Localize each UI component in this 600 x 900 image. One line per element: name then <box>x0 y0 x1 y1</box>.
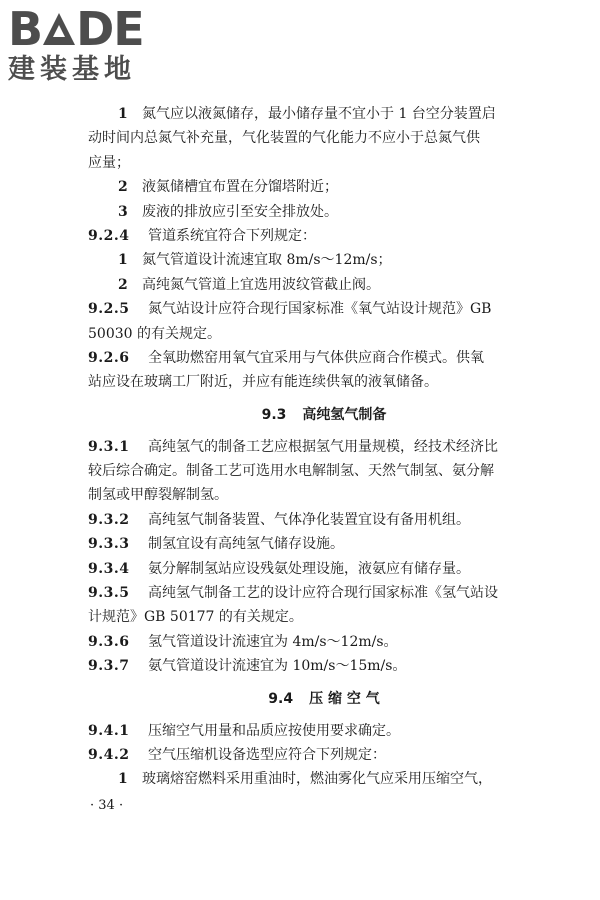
list-item-line <box>88 175 560 199</box>
line-text: 高纯氢气制备装置、气体净化装置宜设有备用机组。 <box>148 511 470 528</box>
section-number: 9.4 <box>268 690 294 707</box>
list-item-line <box>88 273 560 297</box>
item-number: 1 <box>118 106 128 122</box>
line-text: 高纯氮气管道上宜选用波纹管截止阀。 <box>142 276 380 293</box>
logo-wordmark <box>8 4 178 54</box>
clause-line <box>88 557 560 581</box>
clause-line <box>88 224 560 248</box>
line-text: 氨分解制氢站应设残氨处理设施，液氨应有储存量。 <box>148 560 470 577</box>
item-number: 2 <box>118 276 128 293</box>
line-text: 氮气站设计应符合现行国家标准《氧气站设计规范》GB <box>148 301 492 318</box>
item-number: 2 <box>118 179 128 196</box>
clause-number: 9.4.2 <box>88 746 130 763</box>
continuation-line <box>88 322 560 346</box>
clause-number: 9.2.4 <box>88 227 130 244</box>
line-text: 氨气管道设计流速宜为 10m/s～15m/s。 <box>148 658 407 675</box>
clause-line <box>88 508 560 532</box>
section-heading <box>88 395 560 435</box>
continuation-line <box>88 605 560 629</box>
clause-line <box>88 743 560 767</box>
line-text: 制氢宜设有高纯氢气储存设施。 <box>148 536 344 553</box>
line-text: 空气压缩机设备选型应符合下列规定： <box>148 746 386 763</box>
clause-number: 9.3.5 <box>88 585 130 602</box>
line-text: 高纯氢气制备工艺的设计应符合现行国家标准《氢气站设 <box>148 585 498 602</box>
item-number: 1 <box>118 771 128 788</box>
clause-number: 9.3.6 <box>88 633 130 650</box>
clause-line <box>88 435 560 459</box>
clause-number: 9.3.2 <box>88 511 130 528</box>
section-title: 高纯氢气制备 <box>302 406 387 423</box>
list-item-line <box>88 767 560 791</box>
logo-a-triangle-icon <box>43 13 75 45</box>
clause-line <box>88 297 560 321</box>
item-number: 1 <box>118 252 128 269</box>
clause-number: 9.3.7 <box>88 658 130 675</box>
clause-number: 9.3.3 <box>88 536 130 553</box>
clause-number: 9.4.1 <box>88 722 130 739</box>
line-text: 50030 的有关规定。 <box>88 325 221 342</box>
clause-line <box>88 630 560 654</box>
line-text: 全氧助燃窑用氧气宜采用与气体供应商合作模式。供氧 <box>148 349 484 366</box>
logo-letters-de: DE <box>76 2 144 56</box>
continuation-line <box>88 370 560 394</box>
line-text: 废液的排放应引至安全排放处。 <box>142 203 338 220</box>
line-text: 压缩空气用量和品质应按使用要求确定。 <box>148 722 400 739</box>
clause-number: 9.3.4 <box>88 560 130 577</box>
clause-line <box>88 532 560 556</box>
section-number: 9.3 <box>261 406 287 423</box>
clause-line <box>88 719 560 743</box>
bade-logo <box>8 4 178 88</box>
continuation-line <box>88 126 560 150</box>
document-body <box>88 102 560 792</box>
page-number: · 34 · <box>90 798 124 813</box>
line-text: 站应设在玻璃工厂附近，并应有能连续供氧的液氧储备。 <box>88 374 438 391</box>
list-item-line <box>88 102 560 126</box>
line-text: 制氢或甲醇裂解制氢。 <box>88 487 228 504</box>
clause-number: 9.2.6 <box>88 349 130 366</box>
line-text: 高纯氢气的制备工艺应根据氢气用量规模，经技术经济比 <box>148 438 498 455</box>
clause-line <box>88 654 560 678</box>
line-text: 动时间内总氮气补充量，气化装置的气化能力不应小于总氮气供 <box>88 130 480 147</box>
section-title: 压 缩 空 气 <box>309 690 380 707</box>
clause-number: 9.3.1 <box>88 438 130 455</box>
line-text: 氮气管道设计流速宜取 8m/s～12m/s； <box>142 252 392 269</box>
line-text: 应量； <box>88 154 130 171</box>
line-text: 计规范》GB 50177 的有关规定。 <box>88 609 303 626</box>
continuation-line <box>88 151 560 175</box>
list-item-line <box>88 200 560 224</box>
clause-number: 9.2.5 <box>88 301 130 318</box>
line-text: 玻璃熔窑燃料采用重油时，燃油雾化气应采用压缩空气， <box>142 771 492 788</box>
clause-line <box>88 346 560 370</box>
logo-letter-b: B <box>8 2 43 56</box>
section-heading <box>88 679 560 719</box>
line-text: 氮气应以液氮储存，最小储存量不宜小于 1 台空分装置启 <box>142 106 496 122</box>
continuation-line <box>88 459 560 483</box>
continuation-line <box>88 483 560 507</box>
line-text: 较后综合确定。制备工艺可选用水电解制氢、天然气制氢、氨分解 <box>88 463 494 480</box>
line-text: 管道系统宜符合下列规定： <box>148 227 316 244</box>
item-number: 3 <box>118 203 128 220</box>
clause-line <box>88 581 560 605</box>
logo-subtitle: 建装基地 <box>8 54 136 85</box>
line-text: 液氮储槽宜布置在分馏塔附近； <box>142 179 338 196</box>
line-text: 氢气管道设计流速宜为 4m/s～12m/s。 <box>148 633 398 650</box>
list-item-line <box>88 248 560 272</box>
